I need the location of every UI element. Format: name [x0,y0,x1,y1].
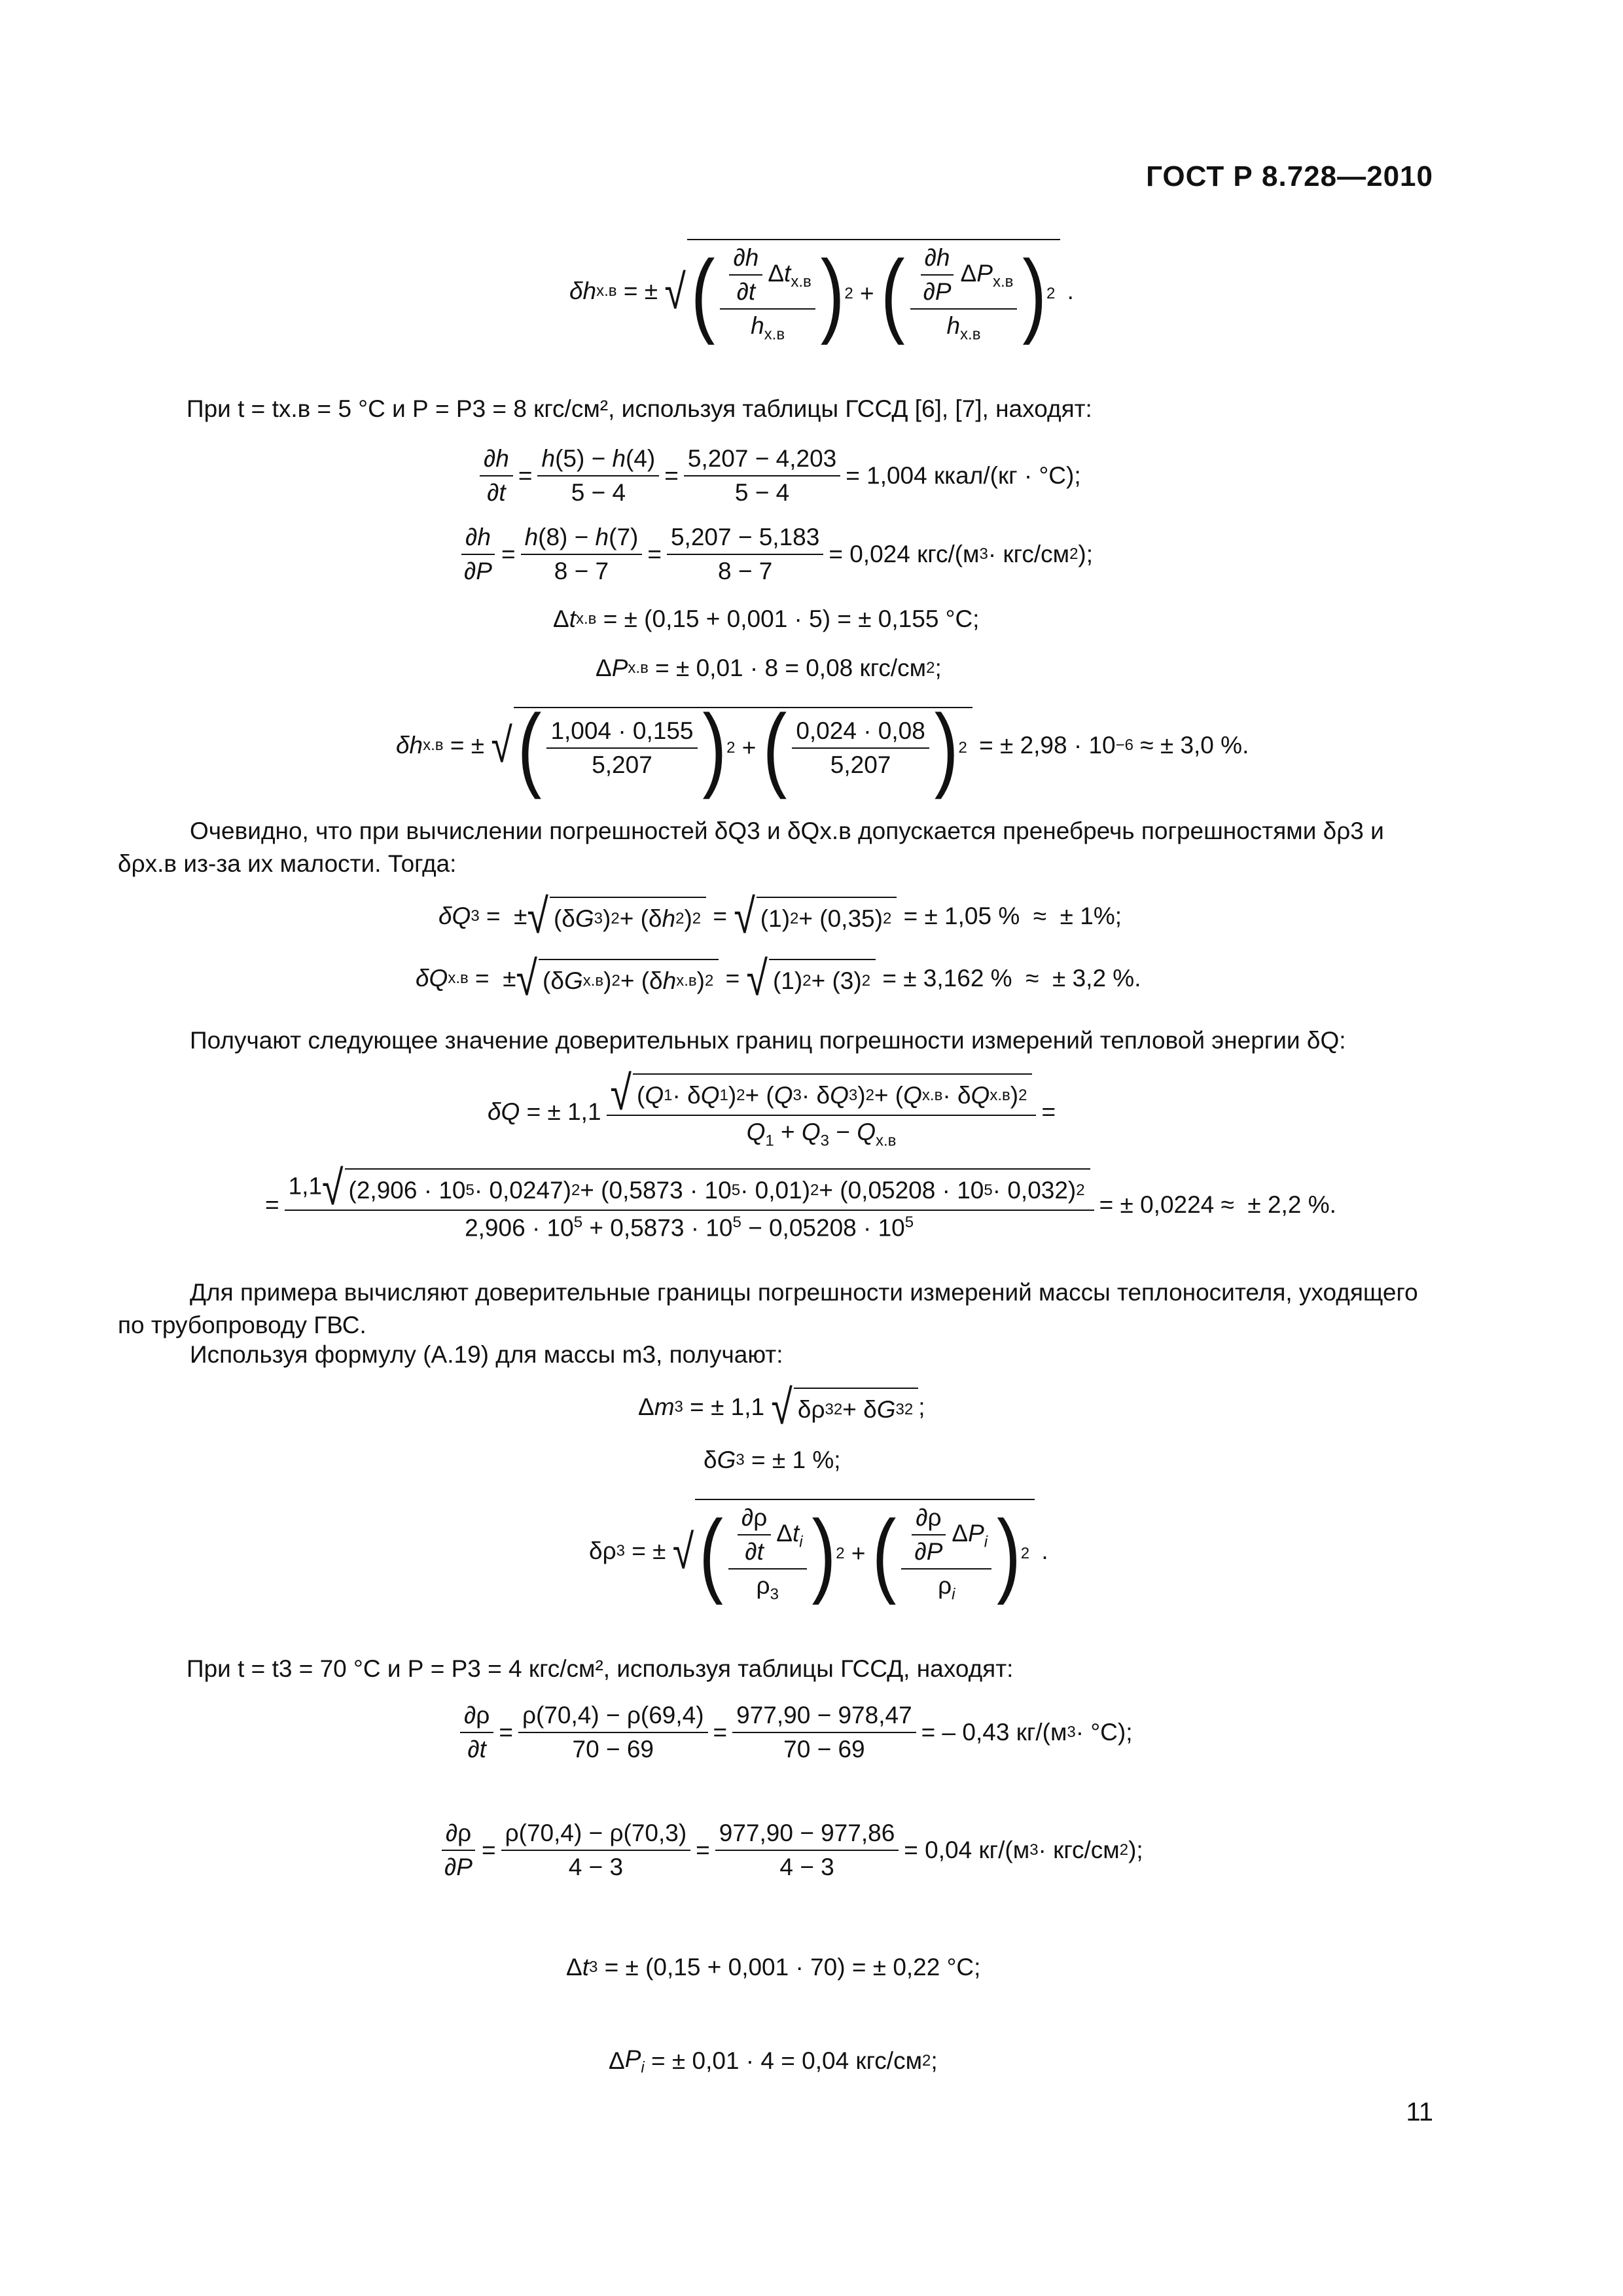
equation: δ G 3 = ± 1 %; [704,1446,841,1473]
equation: δh х.в = ± √ ( $\frac{\partial h}{\partial t}$ $\Delta t_{х.в}$ $h_{х.в}$ ) 2 + ( $\frac{\partial h}{\partial P}$ $\Delta P_{х.в}$ $h_{х.в}$ ) 2 . [569,239,1074,344]
equation: Δ t 3 = ± (0,15 + 0,001 · 70) = ± 0,22 °С; [566,1954,981,1981]
document-header: ГОСТ Р 8.728—2010 [1146,160,1433,192]
equation: δQ х.в = ± √ (δ G х.в ) 2 + (δ h х.в ) 2 = √ (1) 2 + (3) 2 = ± 3,162 % ≈ ± 3,2 %. [416,950,1141,1006]
equation: Δ t х.в = ± (0,15 + 0,001 · 5) = ± 0,155 °С; [553,605,980,632]
equation: Δ $P_i$ = ± 0,01 · 4 = 0,04 кгс/см 2 ; [609,2045,938,2077]
equation: Δ m 3 = ± 1,1 √ δρ 3 2 + δ G 3 2 ; [638,1379,925,1435]
paragraph: При t = t3 = 70 °С и Р = Р3 = 4 кгс/см², используя таблицы ГССД, находят: [187,1655,1014,1682]
paragraph: Получают следующее значение доверительных границ погрешности измерений тепловой энергии δQ: [190,1027,1346,1054]
paragraph: При t = tх.в = 5 °С и Р = Р3 = 8 кгс/см², используя таблицы ГССД [6], [7], находят: [187,395,1092,422]
equation: δQ 3 = ± √ (δ G 3 ) 2 + (δ h 2 ) 2 = √ (1) 2 + (0,35) 2 = ± 1,05 % ≈ ± 1%; [438,888,1122,944]
equation: $\frac{\partial\rho}{\partial t}$ = $\frac{\rho(70,4) - \rho(69,4)}{70 - 69}$ = $\frac{977,90 - 978,47}{70 - 69}$ = – 0,43 кг/(м 3 · °С); [455,1702,1133,1763]
equation: Δ P х.в = ± 0,01 · 8 = 0,08 кгс/см 2 ; [596,655,942,681]
equation: $\frac{\partial\rho}{\partial P}$ = $\frac{\rho(70,4) - \rho(70,3)}{4 - 3}$ = $\frac{977,90 - 977,86}{4 - 3}$ = 0,04 кг/(м 3 · кгс/см 2 ); [435,1820,1143,1881]
equation: = 1,1 √ (2,906 · 10 5 · 0,0247) 2 + (0,5873 · 10 5 · 0,01) 2 + (0,05208 · 10 5 · 0,032) 2 $2,906 \cdot 10^5 + 0,5873 \cdot 10^5 - 0,05208 \cdot 10^5$ = ± 0,0224 ≈ ± 2,2 %. [265,1160,1336,1242]
paragraph: Для примера вычисляют доверительные границы погрешности измерений массы теплоносителя, уходящего по трубопроводу ГВС. [118,1279,1418,1338]
equation: δρ 3 = ± √ ( $\frac{\partial\rho}{\partial t}$ $\Delta t_i$ $\rho_3$ ) 2 + ( $\frac{\partial\rho}{\partial P}$ $\Delta P_i$ $\rho_i$ ) 2 . [589,1499,1048,1604]
equation: $\frac{\partial h}{\partial t}$ = $\frac{h(5) - h(4)}{5 - 4}$ = $\frac{5,207 - 4,203}{5 - 4}$ = 1,004 ккал/(кг · °С); [474,445,1081,507]
paragraph: Очевидно, что при вычислении погрешностей δQ3 и δQх.в допускается пренебречь погрешностями δρ3 и δρх.в из-за их малости. Тогда: [118,817,1384,877]
equation: δQ = ± 1,1 √ ( Q 1 · δ Q 1 ) 2 + ( Q 3 · δ Q 3 ) 2 + ( Q х.в · δ Q х.в ) 2 $Q_1 + Q_3 - Q_{х.в}$ = [488,1065,1056,1150]
equation: $\frac{\partial h}{\partial P}$ = $\frac{h(8) - h(7)}{8 - 7}$ = $\frac{5,207 - 5,183}{8 - 7}$ = 0,024 кгс/(м 3 · кгс/см 2 ); [455,524,1093,585]
equation: δh х.в = ± √ ( $\frac{1,004 \cdot 0,155}{5,207}$ ) 2 + ( $\frac{0,024 \cdot 0,08}{5,207}$ ) 2 = ± 2,98 · 10 −6 ≈ ± 3,0 %. [396,695,1249,800]
paragraph: Используя формулу (А.19) для массы m3, получают: [190,1341,783,1368]
page-number: 11 [1406,2098,1433,2126]
